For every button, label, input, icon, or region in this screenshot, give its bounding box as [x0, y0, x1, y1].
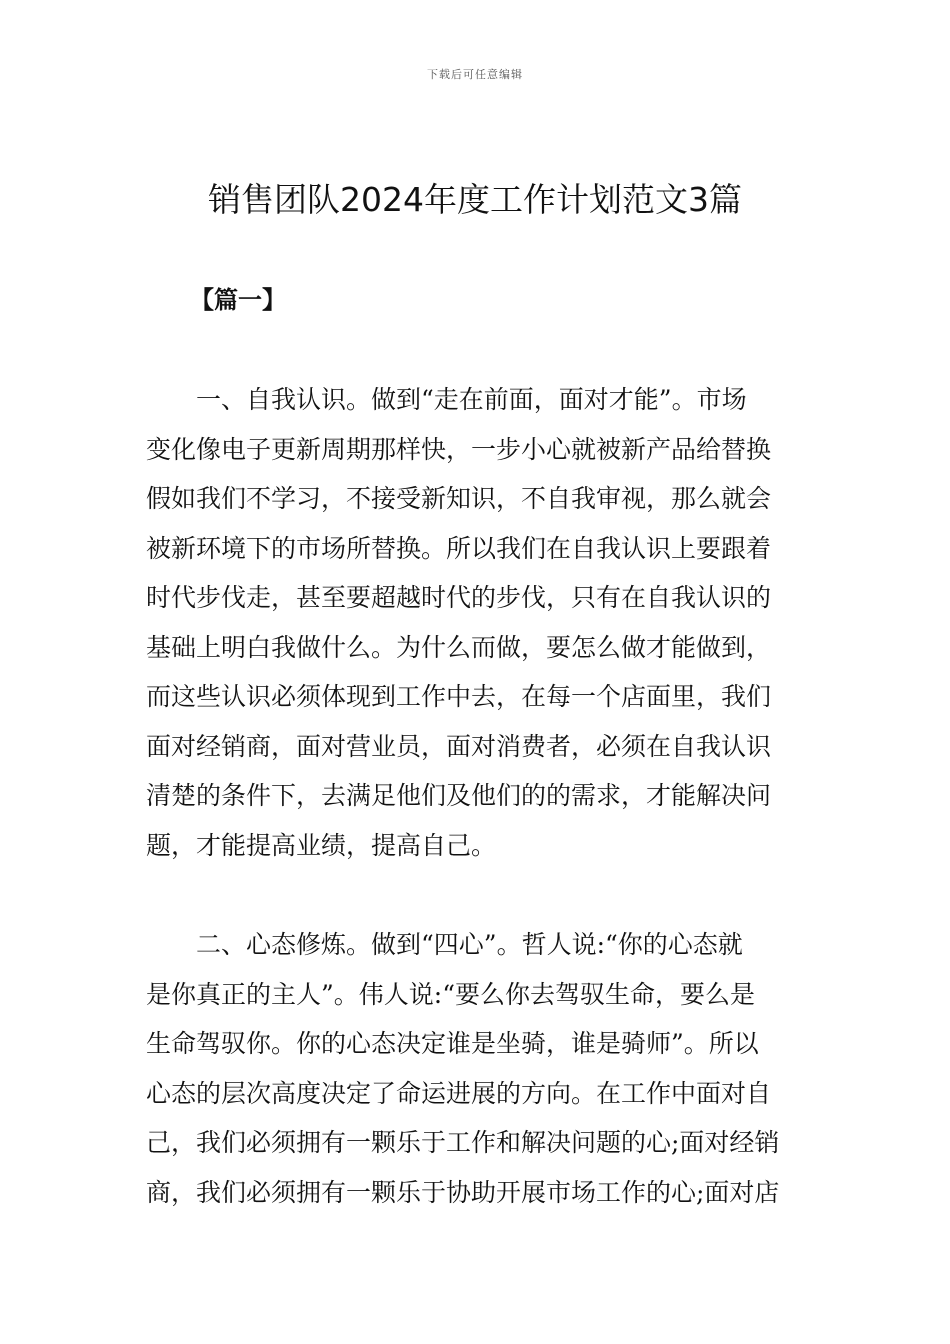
paragraph-line: 清楚的条件下，去满足他们及他们的的需求，才能解决问: [146, 781, 772, 810]
paragraph-line: 基础上明白我做什么。为什么而做，要怎么做才能做到，: [146, 632, 772, 662]
paragraph-line: 而这些认识必须体现到工作中去，在每一个店面里，我们: [146, 682, 772, 711]
paragraph-line: 心态的层次高度决定了命运进展的方向。在工作中面对自: [146, 1078, 772, 1108]
paragraph-line: 被新环境下的市场所替换。所以我们在自我认识上要跟着: [146, 533, 772, 563]
paragraph-line: 己，我们必须拥有一颗乐于工作和解决问题的心;面对经销: [146, 1128, 780, 1157]
paragraph-line: 假如我们不学习，不接受新知识，不自我审视，那么就会: [146, 484, 772, 513]
paragraph-line: 生命驾驭你。你的心态决定谁是坐骑，谁是骑师”。所以: [146, 1029, 759, 1058]
paragraph-line: 商，我们必须拥有一颗乐于协助开展市场工作的心;面对店: [146, 1177, 780, 1207]
header-note: 下载后可任意编辑: [427, 68, 523, 81]
document-title: 销售团队2024年度工作计划范文3篇: [208, 180, 742, 219]
paragraph-mindset: [146, 920, 806, 1217]
paragraph-line: 面对经销商，面对营业员，面对消费者，必须在自我认识: [146, 731, 772, 761]
section-label: 【篇一】: [190, 286, 286, 314]
paragraph-line: 变化像电子更新周期那样快，一步小心就被新产品给替换: [146, 434, 772, 464]
paragraph-line: 时代步伐走，甚至要超越时代的步伐，只有在自我认识的: [146, 583, 772, 612]
paragraph-line: 是你真正的主人”。伟人说:“要么你去驾驭生命，要么是: [146, 979, 755, 1009]
paragraph-line: 题，才能提高业绩，提高自己。: [146, 830, 497, 860]
paragraph-line: 一、自我认识。做到“走在前面，面对才能”。市场: [146, 385, 747, 414]
paragraph-line: 二、心态修炼。做到“四心”。哲人说:“你的心态就: [146, 930, 743, 959]
paragraph-self-awareness: [146, 375, 806, 870]
